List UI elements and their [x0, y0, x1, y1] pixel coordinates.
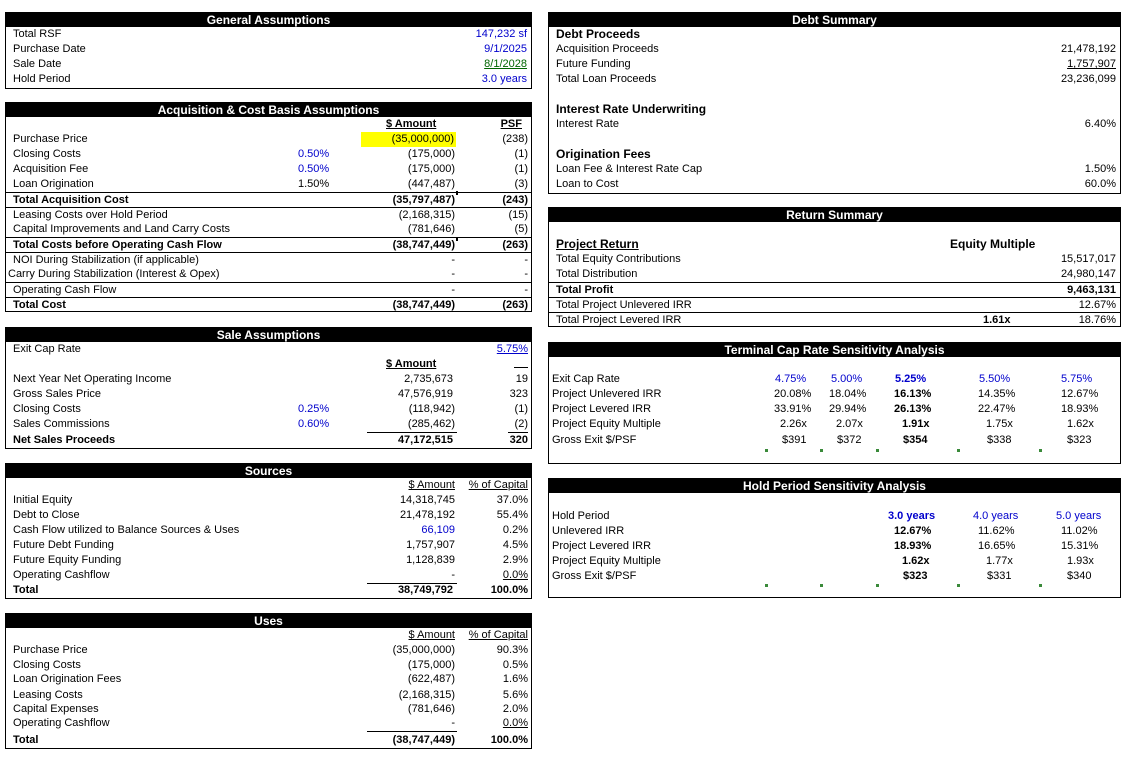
- cash-flow-balance-pct: 0.2%: [502, 524, 528, 536]
- hold-period-sensitivity-panel: [548, 478, 1121, 598]
- hold-sens-em-1: 1.62x: [902, 555, 930, 567]
- hold-sens-em-2: 1.77x: [986, 555, 1013, 567]
- uses-loan-origination-amount: (622,487): [407, 673, 455, 685]
- hold-sens-levered-1: 18.93%: [894, 540, 932, 552]
- general-assumptions-title: General Assumptions: [6, 13, 531, 27]
- future-equity-funding-amount: 1,128,839: [406, 554, 455, 566]
- cell-error-marker: [1039, 449, 1042, 452]
- cell-comment-marker: [456, 237, 458, 241]
- leasing-costs-psf: (15): [508, 209, 528, 221]
- cap-sens-levered-2: 29.94%: [829, 403, 867, 415]
- hold-sens-psf-3: $340: [1067, 570, 1092, 582]
- total-cost-label: Total Cost: [13, 299, 66, 311]
- uses-total-amount: (38,747,449): [392, 734, 455, 746]
- levered-irr-value: 18.76%: [1078, 314, 1116, 326]
- future-debt-funding-pct: 4.5%: [502, 539, 528, 551]
- sale-closing-costs-pct[interactable]: 0.25%: [298, 403, 330, 415]
- noi-stabilization-amount: -: [451, 254, 455, 266]
- uses-leasing-costs-label: Leasing Costs: [13, 689, 83, 701]
- hold-sens-unlevered-3: 11.02%: [1061, 525, 1098, 537]
- return-summary-title: Return Summary: [549, 208, 1120, 222]
- debt-to-close-amount: 21,478,192: [399, 509, 455, 521]
- hold-period-label: Hold Period: [13, 73, 71, 85]
- total-acquisition-cost-psf: (243): [502, 194, 528, 206]
- uses-closing-costs-label: Closing Costs: [13, 659, 81, 671]
- acq-loan-origination-psf: (3): [514, 178, 528, 190]
- uses-capital-expenses-amount: (781,646): [407, 703, 455, 715]
- future-equity-funding-pct: 2.9%: [502, 554, 528, 566]
- cell-error-marker: [1039, 584, 1042, 587]
- cell-error-marker: [957, 584, 960, 587]
- sources-operating-cashflow-amount: -: [451, 569, 455, 581]
- acq-psf-header: PSF: [500, 118, 522, 130]
- cap-sens-em-5: 1.62x: [1067, 418, 1094, 430]
- cash-flow-balance-label: Cash Flow utilized to Balance Sources & Uses: [13, 524, 240, 536]
- cap-sens-levered-3: 26.13%: [894, 403, 932, 415]
- noi-stabilization-psf: -: [524, 254, 528, 266]
- carry-stabilization-amount: -: [451, 268, 455, 280]
- debt-summary-title: Debt Summary: [549, 13, 1120, 27]
- hold-sens-levered-3: 15.31%: [1061, 540, 1099, 552]
- next-year-noi-amount: 2,735,673: [404, 373, 453, 385]
- total-profit-value: 9,463,131: [1067, 284, 1116, 296]
- sources-total-pct: 100.0%: [490, 584, 528, 596]
- hold-sens-psf-1: $323: [903, 570, 928, 582]
- sales-commissions-label: Sales Commissions: [13, 418, 110, 430]
- sale-date-label: Sale Date: [13, 58, 62, 70]
- uses-leasing-costs-pct: 5.6%: [502, 689, 528, 701]
- sources-amount-header: $ Amount: [408, 479, 455, 491]
- cap-sens-psf-5: $323: [1067, 434, 1092, 446]
- sales-commissions-pct[interactable]: 0.60%: [298, 418, 330, 430]
- cash-flow-balance-amount[interactable]: 66,109: [421, 524, 455, 536]
- hold-sens-levered-2: 16.65%: [978, 540, 1016, 552]
- sale-closing-costs-psf: (1): [514, 403, 528, 415]
- total-equity-contributions-value: 15,517,017: [1060, 253, 1116, 265]
- hold-sens-psf-label: Gross Exit $/PSF: [552, 570, 637, 582]
- uses-capital-expenses-label: Capital Expenses: [13, 703, 99, 715]
- hold-sens-unlevered-2: 11.62%: [978, 525, 1015, 537]
- total-acquisition-cost-amount: (35,797,487): [392, 194, 455, 206]
- cell-error-marker: [820, 449, 823, 452]
- purchase-date-label: Purchase Date: [13, 43, 86, 55]
- sources-title: Sources: [6, 464, 531, 478]
- sale-date-value[interactable]: 8/1/2028: [484, 58, 527, 70]
- total-distribution-value: 24,980,147: [1060, 268, 1116, 280]
- uses-purchase-price-amount: (35,000,000): [392, 644, 455, 656]
- cell-error-marker: [876, 449, 879, 452]
- future-debt-funding-label: Future Debt Funding: [13, 539, 114, 551]
- total-profit-label: Total Profit: [556, 284, 614, 296]
- debt-summary-panel: [548, 12, 1121, 194]
- project-return-heading: Project Return: [556, 237, 639, 251]
- hold-sens-em-label: Project Equity Multiple: [552, 555, 661, 567]
- uses-capital-expenses-pct: 2.0%: [502, 703, 528, 715]
- cap-sens-unlevered-3: 16.13%: [894, 388, 932, 400]
- cap-sens-em-2: 2.07x: [836, 418, 863, 430]
- cap-sens-em-3: 1.91x: [902, 418, 930, 430]
- uses-purchase-price-label: Purchase Price: [13, 644, 88, 656]
- cell-error-marker: [765, 449, 768, 452]
- unlevered-irr-value: 12.67%: [1078, 299, 1116, 311]
- sale-amount-header: $ Amount: [386, 358, 437, 370]
- next-year-noi-label: Next Year Net Operating Income: [13, 373, 172, 385]
- future-funding-value: 1,757,907: [1067, 58, 1116, 70]
- acquisition-title: Acquisition & Cost Basis Assumptions: [6, 103, 531, 117]
- exit-cap-rate-value[interactable]: 5.75%: [496, 343, 528, 355]
- total-acquisition-cost-label: Total Acquisition Cost: [13, 194, 129, 206]
- total-costs-before-ocf-amount: (38,747,449): [392, 239, 455, 251]
- sales-commissions-amount: (285,462): [407, 418, 455, 430]
- capital-improvements-psf: (5): [514, 223, 528, 235]
- future-equity-funding-label: Future Equity Funding: [13, 554, 122, 566]
- uses-amount-header: $ Amount: [408, 629, 455, 641]
- cell-error-marker: [820, 584, 823, 587]
- acq-closing-costs-label: Closing Costs: [13, 148, 81, 160]
- hold-sens-unlevered-1: 12.67%: [894, 525, 932, 537]
- uses-pct-header: % of Capital: [468, 629, 528, 641]
- initial-equity-amount: 14,318,745: [399, 494, 455, 506]
- initial-equity-label: Initial Equity: [13, 494, 73, 506]
- uses-closing-costs-pct: 0.5%: [502, 659, 528, 671]
- unlevered-irr-label: Total Project Unlevered IRR: [556, 299, 692, 311]
- noi-stabilization-label: NOI During Stabilization (if applicable): [13, 254, 199, 266]
- uses-closing-costs-amount: (175,000): [407, 659, 455, 671]
- purchase-date-value[interactable]: 9/1/2025: [484, 43, 527, 55]
- cap-sens-title: Terminal Cap Rate Sensitivity Analysis: [549, 343, 1120, 357]
- sale-assumptions-panel: [5, 327, 532, 449]
- hold-period-value[interactable]: 3.0 years: [481, 73, 527, 85]
- uses-operating-cashflow-pct: 0.0%: [502, 717, 528, 729]
- cap-sens-em-4: 1.75x: [986, 418, 1013, 430]
- sale-closing-costs-label: Closing Costs: [13, 403, 81, 415]
- cell-error-marker: [765, 584, 768, 587]
- total-costs-before-ocf-label: Total Costs before Operating Cash Flow: [13, 239, 222, 251]
- acq-closing-costs-psf: (1): [514, 148, 528, 160]
- acquisition-proceeds-value: 21,478,192: [1060, 43, 1116, 55]
- sources-pct-header: % of Capital: [468, 479, 528, 491]
- future-funding-label: Future Funding: [556, 58, 631, 70]
- acquisition-proceeds-label: Acquisition Proceeds: [556, 43, 659, 55]
- cap-rate-sensitivity-panel: [548, 342, 1121, 464]
- debt-proceeds-heading: Debt Proceeds: [556, 27, 641, 41]
- uses-loan-origination-pct: 1.6%: [502, 673, 528, 685]
- total-loan-proceeds-value: 23,236,099: [1060, 73, 1116, 85]
- cell-comment-marker: [456, 191, 458, 195]
- hold-sens-period-label: Hold Period: [552, 510, 610, 522]
- operating-cash-flow-psf: -: [524, 284, 528, 296]
- uses-total-pct: 100.0%: [490, 734, 528, 746]
- sale-closing-costs-amount: (118,942): [408, 403, 455, 415]
- cap-sens-exit-cap-1[interactable]: 4.75%: [775, 373, 807, 385]
- cap-sens-em-label: Project Equity Multiple: [552, 418, 661, 430]
- uses-total-label: Total: [13, 734, 39, 746]
- levered-irr-label: Total Project Levered IRR: [556, 314, 682, 326]
- cap-sens-exit-cap-label: Exit Cap Rate: [552, 373, 620, 385]
- cap-sens-psf-label: Gross Exit $/PSF: [552, 434, 637, 446]
- hold-sens-title: Hold Period Sensitivity Analysis: [549, 479, 1120, 493]
- hold-sens-period-1[interactable]: 3.0 years: [888, 510, 936, 522]
- net-sales-proceeds-label: Net Sales Proceeds: [13, 434, 116, 446]
- capital-improvements-label: Capital Improvements and Land Carry Costs: [13, 223, 231, 235]
- cap-sens-exit-cap-4[interactable]: 5.50%: [979, 373, 1011, 385]
- hold-sens-psf-2: $331: [987, 570, 1012, 582]
- operating-cash-flow-amount: -: [451, 284, 455, 296]
- acq-purchase-price-label: Purchase Price: [13, 133, 88, 145]
- acq-loan-origination-amount: (447,487): [407, 178, 455, 190]
- hold-sens-em-3: 1.93x: [1067, 555, 1094, 567]
- acq-fee-amount: (175,000): [407, 163, 455, 175]
- acq-fee-psf: (1): [514, 163, 528, 175]
- uses-sum-line: [367, 731, 457, 732]
- uses-leasing-costs-amount: (2,168,315): [398, 689, 455, 701]
- uses-operating-cashflow-label: Operating Cashflow: [13, 717, 110, 729]
- acq-amount-header: $ Amount: [386, 118, 437, 130]
- capital-improvements-amount: (781,646): [407, 223, 455, 235]
- hold-sens-period-3[interactable]: 5.0 years: [1056, 510, 1102, 522]
- sale-psf-header-line: [514, 357, 528, 368]
- acq-closing-costs-amount: (175,000): [407, 148, 455, 160]
- sources-operating-cashflow-label: Operating Cashflow: [13, 569, 110, 581]
- operating-cash-flow-label: Operating Cash Flow: [13, 284, 117, 296]
- exit-cap-rate-label: Exit Cap Rate: [13, 343, 81, 355]
- initial-equity-pct: 37.0%: [496, 494, 528, 506]
- cap-sens-unlevered-4: 14.35%: [978, 388, 1016, 400]
- hold-sens-period-2[interactable]: 4.0 years: [973, 510, 1019, 522]
- uses-purchase-price-pct: 90.3%: [496, 644, 528, 656]
- leasing-costs-label: Leasing Costs over Hold Period: [13, 209, 168, 221]
- sources-panel: [5, 463, 532, 599]
- acq-fee-pct[interactable]: 0.50%: [298, 163, 330, 175]
- gross-sales-price-amount: 47,576,919: [397, 388, 453, 400]
- total-rsf-label: Total RSF: [13, 28, 62, 40]
- total-rsf-value[interactable]: 147,232 sf: [475, 28, 527, 40]
- sale-assumptions-title: Sale Assumptions: [6, 328, 531, 342]
- cap-sens-psf-4: $338: [987, 434, 1012, 446]
- equity-multiple-value: 1.61x: [983, 314, 1011, 326]
- gross-sales-price-label: Gross Sales Price: [13, 388, 102, 400]
- loan-fee-value: 1.50%: [1084, 163, 1116, 175]
- sources-total-label: Total: [13, 584, 39, 596]
- cell-error-marker: [876, 584, 879, 587]
- acq-fee-label: Acquisition Fee: [13, 163, 89, 175]
- debt-to-close-label: Debt to Close: [13, 509, 80, 521]
- cap-sens-psf-1: $391: [782, 434, 807, 446]
- cap-sens-psf-3: $354: [903, 434, 928, 446]
- general-assumptions-panel: [5, 12, 532, 89]
- cap-sens-psf-2: $372: [837, 434, 862, 446]
- return-summary-panel: [548, 207, 1121, 327]
- net-sales-proceeds-amount: 47,172,515: [397, 434, 453, 446]
- uses-loan-origination-label: Loan Origination Fees: [13, 673, 122, 685]
- cap-sens-levered-5: 18.93%: [1061, 403, 1099, 415]
- cap-sens-levered-1: 33.91%: [774, 403, 812, 415]
- total-cost-amount: (38,747,449): [392, 299, 455, 311]
- total-distribution-label: Total Distribution: [556, 268, 638, 280]
- total-cost-psf: (263): [502, 299, 528, 311]
- loan-to-cost-label: Loan to Cost: [556, 178, 619, 190]
- future-debt-funding-amount: 1,757,907: [406, 539, 455, 551]
- cap-sens-exit-cap-2[interactable]: 5.00%: [831, 373, 863, 385]
- cap-sens-unlevered-2: 18.04%: [829, 388, 867, 400]
- sources-total-amount: 38,749,792: [397, 584, 453, 596]
- interest-rate-label: Interest Rate: [556, 118, 619, 130]
- gross-sales-price-psf: 323: [509, 388, 528, 400]
- cap-sens-unlevered-5: 12.67%: [1061, 388, 1099, 400]
- leasing-costs-amount: (2,168,315): [398, 209, 455, 221]
- cap-sens-unlevered-1: 20.08%: [774, 388, 812, 400]
- cap-sens-em-1: 2.26x: [780, 418, 807, 430]
- next-year-noi-psf: 19: [515, 373, 528, 385]
- acq-purchase-price-psf: (238): [502, 133, 528, 145]
- sources-operating-cashflow-pct: 0.0%: [502, 569, 528, 581]
- equity-multiple-heading: Equity Multiple: [950, 237, 1036, 251]
- loan-fee-label: Loan Fee & Interest Rate Cap: [556, 163, 703, 175]
- uses-title: Uses: [6, 614, 531, 628]
- acq-purchase-price-amount[interactable]: (35,000,000): [361, 132, 456, 147]
- acq-loan-origination-label: Loan Origination: [13, 178, 94, 190]
- sales-commissions-psf: (2): [514, 418, 528, 430]
- total-loan-proceeds-label: Total Loan Proceeds: [556, 73, 657, 85]
- total-costs-before-ocf-psf: (263): [502, 239, 528, 251]
- acq-closing-costs-pct[interactable]: 0.50%: [298, 148, 330, 160]
- cell-error-marker: [957, 449, 960, 452]
- acquisition-cost-basis-panel: [5, 102, 532, 312]
- total-equity-contributions-label: Total Equity Contributions: [556, 253, 681, 265]
- cap-sens-levered-4: 22.47%: [978, 403, 1016, 415]
- cap-sens-exit-cap-5[interactable]: 5.75%: [1061, 373, 1093, 385]
- debt-to-close-pct: 55.4%: [496, 509, 528, 521]
- interest-rate-heading: Interest Rate Underwriting: [556, 102, 707, 116]
- uses-panel: [5, 613, 532, 749]
- cap-sens-levered-label: Project Levered IRR: [552, 403, 652, 415]
- loan-to-cost-value: 60.0%: [1084, 178, 1116, 190]
- interest-rate-value: 6.40%: [1084, 118, 1116, 130]
- carry-stabilization-label: Carry During Stabilization (Interest & Opex): [8, 268, 220, 280]
- hold-sens-unlevered-label: Unlevered IRR: [552, 525, 625, 537]
- hold-sens-levered-label: Project Levered IRR: [552, 540, 652, 552]
- carry-stabilization-psf: -: [524, 268, 528, 280]
- net-sales-proceeds-psf: 320: [509, 434, 528, 446]
- acq-loan-origination-pct: 1.50%: [298, 178, 330, 190]
- cap-sens-exit-cap-3[interactable]: 5.25%: [895, 373, 927, 385]
- uses-operating-cashflow-amount: -: [451, 717, 455, 729]
- cap-sens-unlevered-label: Project Unlevered IRR: [552, 388, 662, 400]
- origination-fees-heading: Origination Fees: [556, 147, 651, 161]
